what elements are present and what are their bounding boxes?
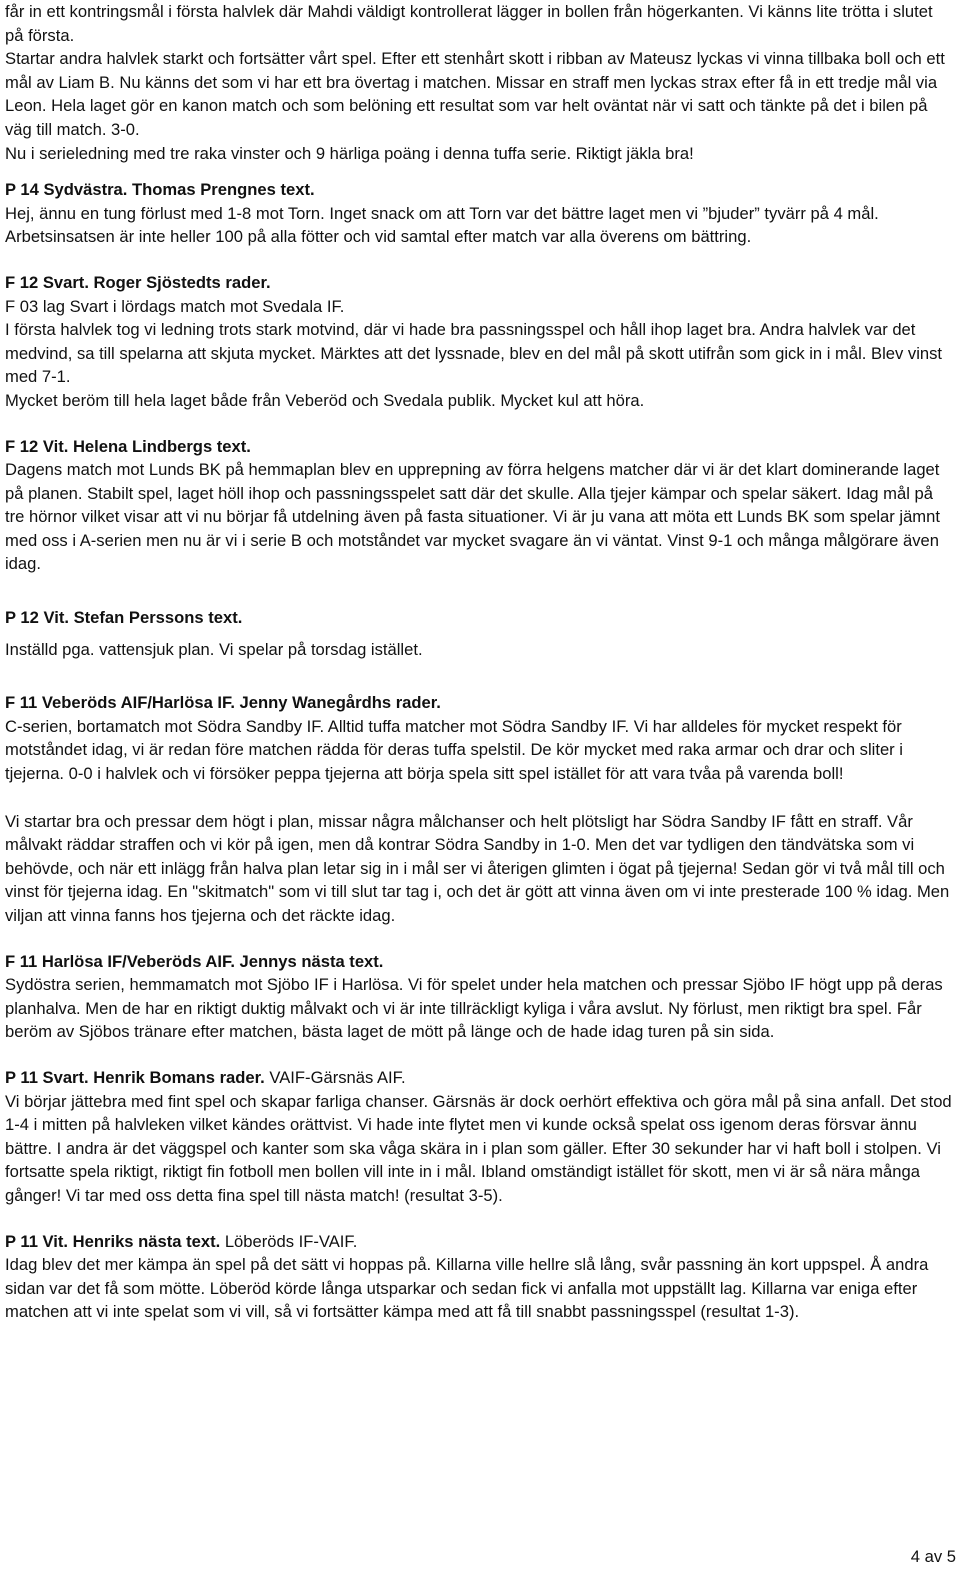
section-paragraph: Vi startar bra och pressar dem högt i plan, missar några målchanser och helt plötsligt har Södra Sandby IF fått en straff. Vår målvakt räddar straffen och vi kör på igen, men då kontrar Södra Sandby in 1-0. Men det var tydligen den tändvätska som vi behövde, och när ett inlägg från halva plan letar sig in i mål ser vi återigen glimten i ögat på tjejerna! Sedan gör vi två mål till och vinst för tjejerna idag. En "skitmatch" som vi till slut tar tag i, och det är gött att vinna även om vi inte presterade 100 % idag. Men viljan att vinna fanns hos tjejerna och det räckte idag. xyxy=(5,811,950,925)
section-paragraph: I första halvlek tog vi ledning trots stark motvind, där vi hade bra passningsspel och håll ihop laget bra. Andra halvlek var det medvind, sa till spelarna att skjuta mycket. Märktes att det lyssnade, blev en del mål på skott utifrån som gick in i mål. Blev vinst med 7-1. xyxy=(5,320,943,387)
section-heading xyxy=(5,950,953,974)
section-heading xyxy=(5,606,953,630)
section-paragraph: Sydöstra serien, hemmamatch mot Sjöbo IF i Harlösa. Vi för spelet under hela matchen och pressar Sjöbo IF högt upp på deras planhalva. Men de har en riktigt duktig målvakt och vi är inte tillräckligt kyliga i våra avslut. Ny förlust, men riktigt bra spel. Får beröm av Sjöbos tränare efter matchen, bästa laget de mött på länge och de hade idag turen på sin sida. xyxy=(5,975,943,1042)
section-paragraph: F 03 lag Svart i lördags match mot Svedala IF. xyxy=(5,296,345,316)
section-heading-text: P 11 Vit. Henriks nästa text. xyxy=(5,1231,221,1251)
section-paragraph: Inställd pga. vattensjuk plan. Vi spelar på torsdag istället. xyxy=(5,639,423,659)
section-heading-text: P 14 Sydvästra. Thomas Prengnes text. xyxy=(5,180,315,200)
section-paragraph: C-serien, bortamatch mot Södra Sandby IF. Alltid tuffa matcher mot Södra Sandby IF. Vi har alldeles för mycket respekt för motståndet idag, vi är redan före matchen rädda för deras tuffa spelstil. De kör mycket med raka armar och drar och sliter i tjejerna. 0-0 i halvlek och vi försöker peppa tjejerna att börja spela sitt spel istället för att vara tvåa på varenda boll! xyxy=(5,716,903,784)
section-heading-text: F 12 Vit. Helena Lindbergs text. xyxy=(5,436,251,456)
section-heading xyxy=(5,691,953,715)
section-heading xyxy=(5,178,953,202)
section-heading-text: P 11 Svart. Henrik Bomans rader. xyxy=(5,1067,265,1087)
intro-paragraph: får in ett kontringsmål i första halvlek där Mahdi väldigt kontrollerat lägger in bollen från högerkanten. Vi känns lite trötta i slutet på första. xyxy=(5,2,933,45)
section-paragraph: Mycket beröm till hela laget både från Veberöd och Svedala publik. Mycket kul att höra. xyxy=(5,390,645,410)
section-heading xyxy=(5,271,953,295)
section-paragraph: Vi börjar jättebra med fint spel och skapar farliga chanser. Gärsnäs är dock oerhört effektiva och göra mål på sina anfall. Det stod 1-4 i mitten på halvleken vilket kändes orättvist. Vi hade inte flytet men vi kunde också spelat oss igenom deras försvar ännu bättre. I andra är det väggspel och kanter som ska våga skära in i plan som gäller. Efter 30 sekunder har vi haft boll i stolpen. Vi fortsatte spela riktigt, riktigt fin fotboll men bollen vill inte in i mål. Ibland omständigt istället för skott, men vi är så nära många gånger! Vi tar med oss detta fina spel till nästa match! (resultat 3-5). xyxy=(5,1091,952,1205)
section-heading-text: F 12 Svart. Roger Sjöstedts rader. xyxy=(5,272,271,292)
intro-paragraph: Startar andra halvlek starkt och fortsätter vårt spel. Efter ett stenhårt skott i ribban av Mateusz lyckas vi vinna tillbaka boll och ett mål av Liam B. Nu känns det som vi har ett bra övertag i matchen. Missar en straff men lyckas strax efter få in ett tredje mål via Leon. Hela laget gör en kanon match och som belöning ett resultat som var helt oväntat när vi satt och tänkte på det i bilen på väg till match. 3-0. xyxy=(5,49,945,139)
intro-paragraph: Nu i serieledning med tre raka vinster och 9 härliga poäng i denna tuffa serie. Riktigt jäkla bra! xyxy=(5,143,694,163)
section-heading-extra: VAIF-Gärsnäs AIF. xyxy=(264,1067,406,1087)
section-heading xyxy=(5,435,953,459)
section-paragraph: Hej, ännu en tung förlust med 1-8 mot Torn. Inget snack om att Torn var det bättre laget men vi ”bjuder” tyvärr på 4 mål. Arbetsinsatsen är inte heller 100 på alla fötter och vid samtal efter match var alla överens om bättring. xyxy=(5,203,879,247)
document-page xyxy=(5,0,953,1324)
section-heading-text: F 11 Harlösa IF/Veberöds AIF. Jennys nästa text. xyxy=(5,951,384,971)
section-paragraph: Idag blev det mer kämpa än spel på det sätt vi hoppas på. Killarna ville hellre slå lång, svår passning än kort uppspel. Å andra sidan var det få som mötte. Löberöd körde långa utsparkar och sedan fick vi anfalla mot uppställt lag. Killarna var eniga efter matchen att vi inte spelat som vi vill, så vi fortsätter kämpa med att få till snabbt passningsspel (resultat 1-3). xyxy=(5,1255,929,1322)
page-number: 4 av 5 xyxy=(910,1547,956,1567)
section-heading xyxy=(5,1066,953,1090)
section-heading-text: P 12 Vit. Stefan Perssons text. xyxy=(5,608,243,628)
section-paragraph: Dagens match mot Lunds BK på hemmaplan blev en upprepning av förra helgens matcher där vi är det klart dominerande laget på planen. Stabilt spel, laget höll ihop och passningsspelet satt där det skulle. Alla tjejer kämpar och spelar säkert. Idag mål på tre hörnor vilket visar att vi nu börjar få utdelning även på fasta situationer. Vi är ju vana att möta ett Lunds BK som spelar jämnt med oss i A-serien men nu är vi i serie B och motståndet var mycket svagare än vi väntat. Vinst 9-1 och många målgörare även idag. xyxy=(5,460,940,574)
section-heading xyxy=(5,1230,953,1254)
section-heading-text: F 11 Veberöds AIF/Harlösa IF. Jenny Wanegårdhs rader. xyxy=(5,693,441,713)
section-heading-extra: Löberöds IF-VAIF. xyxy=(220,1231,358,1251)
